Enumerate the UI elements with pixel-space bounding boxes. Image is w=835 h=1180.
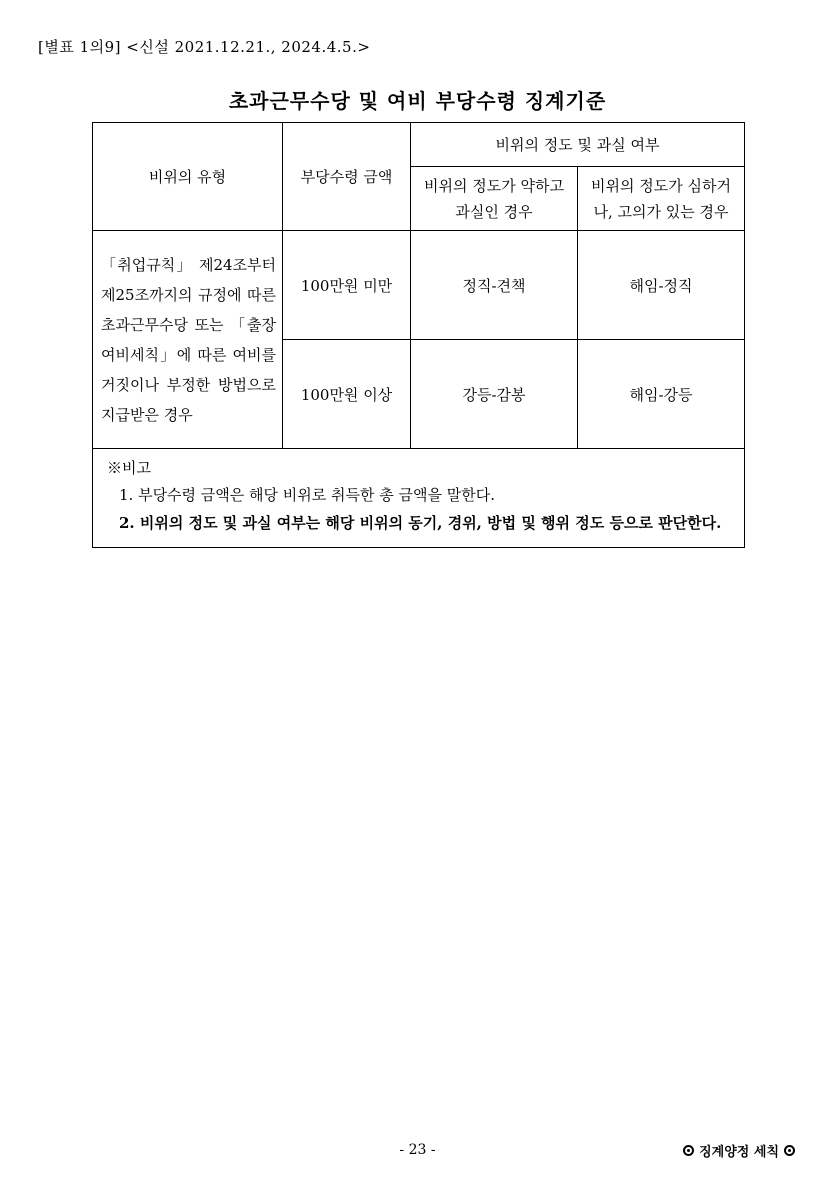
severe-penalty-cell: 해임-강등 <box>578 340 745 449</box>
note-item: 2. 비위의 정도 및 과실 여부는 해당 비위의 동기, 경위, 방법 및 행위 정도 등으로 판단한다. <box>119 514 722 532</box>
footer-doc-name <box>683 1141 795 1160</box>
header-weak: 비위의 정도가 약하고 과실인 경우 <box>411 167 578 231</box>
amount-cell: 100만원 미만 <box>283 231 411 340</box>
note-item: 1. 부당수령 금액은 해당 비위로 취득한 총 금액을 말한다. <box>119 486 496 504</box>
annex-reference: [별표 1의9] <신설 2021.12.21., 2024.4.5.> <box>38 38 371 56</box>
double-circle-icon <box>784 1145 795 1156</box>
table-header-row <box>93 123 745 167</box>
notes-row <box>93 449 745 548</box>
header-degree-group: 비위의 정도 및 과실 여부 <box>411 123 745 167</box>
table-row <box>93 231 745 340</box>
discipline-table <box>92 122 745 548</box>
header-severe: 비위의 정도가 심하거나, 고의가 있는 경우 <box>578 167 745 231</box>
amount-cell: 100만원 이상 <box>283 340 411 449</box>
header-amount: 부당수령 금액 <box>283 123 411 231</box>
double-circle-icon <box>683 1145 694 1156</box>
header-violation-type: 비위의 유형 <box>93 123 283 231</box>
page-title: 초과근무수당 및 여비 부당수령 징계기준 <box>228 89 607 113</box>
severe-penalty-cell: 해임-정직 <box>578 231 745 340</box>
footer-doc-title: 징계양정 세칙 <box>699 1145 779 1160</box>
notes-cell <box>93 449 745 548</box>
weak-penalty-cell: 정직-견책 <box>411 231 578 340</box>
violation-description: 「취업규칙」 제24조부터 제25조까지의 규정에 따른 초과근무수당 또는 「출장여비세칙」에 따른 여비를 거짓이나 부정한 방법으로 지급받은 경우 <box>93 231 283 449</box>
notes-heading: ※비고 <box>107 459 151 477</box>
page-number: - 23 - <box>399 1142 436 1158</box>
weak-penalty-cell: 강등-감봉 <box>411 340 578 449</box>
